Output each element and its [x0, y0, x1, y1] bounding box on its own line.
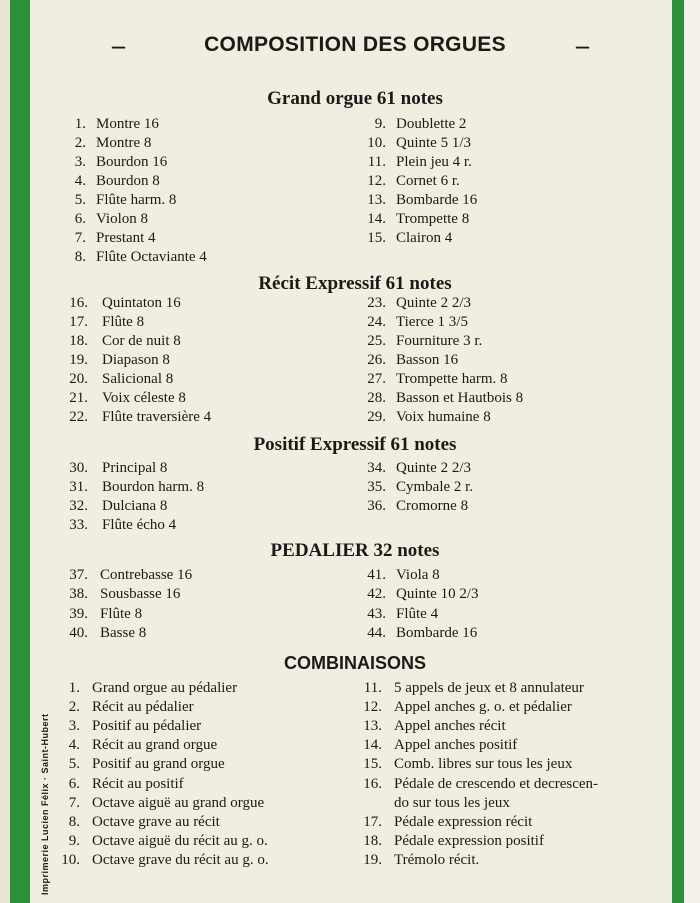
item-label: Viola 8: [396, 567, 440, 583]
list-item: [346, 351, 666, 370]
list-item: [346, 794, 666, 813]
item-number: 25.: [367, 333, 386, 349]
item-label: Bombarde 16: [396, 192, 478, 208]
item-label: Bombarde 16: [396, 624, 478, 641]
list-item: [346, 134, 666, 153]
list-item: [46, 115, 366, 134]
item-number: 15.: [363, 756, 382, 773]
item-number: 29.: [367, 409, 386, 425]
item-label: Dulciana 8: [102, 498, 168, 514]
section-heading-recit: Récit Expressif 61 notes: [258, 273, 452, 294]
item-number: 21.: [69, 390, 88, 406]
item-number: 40.: [69, 624, 88, 641]
list-item: [346, 478, 666, 497]
list-item: [46, 172, 366, 191]
list-item: [46, 851, 366, 870]
item-number: 30.: [69, 460, 88, 476]
item-label: Trompette 8: [396, 211, 470, 227]
list-item: [346, 851, 666, 870]
item-label: Cromorne 8: [396, 498, 469, 514]
list-item: [346, 497, 666, 516]
item-number: 4.: [74, 173, 86, 189]
item-label: Octave grave du récit au g. o.: [92, 851, 269, 868]
item-number: 39.: [69, 605, 88, 622]
list-item: [46, 794, 366, 813]
item-number: 11.: [363, 680, 382, 696]
list-item: [346, 229, 666, 248]
item-number: 1.: [68, 680, 80, 696]
item-label: Cornet 6 r.: [396, 173, 460, 189]
list-item: [46, 248, 366, 267]
list-item: [346, 332, 666, 351]
item-number: 4.: [68, 737, 80, 754]
item-number: 23.: [367, 295, 386, 311]
item-label: Quinte 2 2/3: [396, 295, 471, 311]
item-number: 13.: [367, 192, 386, 208]
item-label: Quinte 2 2/3: [396, 460, 471, 476]
list-item: [46, 813, 366, 832]
item-number: 7.: [74, 230, 86, 246]
item-number: 43.: [367, 605, 386, 622]
item-label: Quinte 10 2/3: [396, 586, 479, 603]
item-label: do sur tous les jeux: [394, 794, 510, 811]
list-item: [46, 294, 366, 313]
list-item: [46, 478, 366, 497]
section-heading-positif: Positif Expressif 61 notes: [253, 434, 457, 455]
item-label: Flûte traversière 4: [102, 409, 212, 425]
item-label: Voix céleste 8: [102, 390, 186, 406]
item-label: Positif au grand orgue: [92, 756, 225, 773]
item-number: 31.: [69, 479, 88, 495]
item-number: 14.: [367, 211, 386, 227]
item-label: Montre 16: [96, 116, 159, 132]
item-number: 27.: [367, 371, 386, 387]
printer-imprint: Imprimerie Lucien Félix · Saint-Hubert: [40, 713, 50, 895]
item-label: Basson et Hautbois 8: [396, 390, 524, 406]
item-label: Violon 8: [96, 211, 149, 227]
item-number: 26.: [367, 352, 386, 368]
item-number: 33.: [69, 517, 88, 533]
list-item: [46, 191, 366, 210]
item-label: Basse 8: [100, 624, 147, 641]
item-label: Sousbasse 16: [100, 586, 181, 603]
list-item: [46, 389, 366, 408]
list-item: [46, 408, 366, 427]
list-item: [346, 191, 666, 210]
item-number: 17.: [69, 314, 88, 330]
item-label: Bourdon 8: [96, 173, 160, 189]
item-number: 28.: [367, 390, 386, 406]
item-number: 38.: [69, 586, 88, 603]
item-label: Pédale expression positif: [394, 832, 544, 849]
item-number: 3.: [68, 718, 80, 735]
list-item: [46, 210, 366, 229]
list-item: [46, 497, 366, 516]
list-item: [46, 624, 366, 643]
list-item: [346, 408, 666, 427]
list-item: [346, 605, 666, 624]
item-label: Flûte 8: [102, 314, 145, 330]
item-label: Positif au pédalier: [92, 718, 202, 735]
item-label: Pédale de crescendo et decrescen-: [394, 775, 599, 792]
item-label: Flûte 4: [396, 605, 439, 622]
item-number: 6.: [68, 775, 80, 792]
item-label: Grand orgue au pédalier: [92, 680, 238, 696]
list-item: [46, 698, 366, 717]
item-number: 5.: [74, 192, 86, 208]
list-item: [346, 736, 666, 755]
item-number: 12.: [367, 173, 386, 189]
item-label: Voix humaine 8: [396, 409, 491, 425]
item-label: Bourdon 16: [96, 154, 168, 170]
item-label: Comb. libres sur tous les jeux: [394, 756, 573, 773]
list-item: [346, 624, 666, 643]
item-label: Flûte écho 4: [102, 517, 177, 533]
list-item: [46, 351, 366, 370]
item-label: Contrebasse 16: [100, 567, 193, 583]
item-number: 1.: [74, 116, 86, 132]
item-label: Octave aiguë au grand orgue: [92, 794, 265, 811]
item-label: Récit au pédalier: [92, 699, 194, 716]
item-label: Principal 8: [102, 460, 168, 476]
list-item: [46, 516, 366, 535]
list-item: [346, 717, 666, 736]
item-number: 35.: [367, 479, 386, 495]
list-item: [46, 153, 366, 172]
item-number: 6.: [74, 211, 86, 227]
item-number: 34.: [367, 460, 386, 476]
item-number: 10.: [61, 851, 80, 868]
list-item: [346, 294, 666, 313]
list-item: [346, 115, 666, 134]
item-number: 18.: [69, 333, 88, 349]
item-label: Quinte 5 1/3: [396, 135, 471, 151]
item-label: Tierce 1 3/5: [396, 314, 468, 330]
item-number: 18.: [363, 832, 382, 849]
item-label: Récit au positif: [92, 775, 184, 792]
item-number: 12.: [363, 699, 382, 716]
list-item: [346, 698, 666, 717]
list-item: [346, 585, 666, 604]
section-heading-pedalier: PEDALIER 32 notes: [270, 540, 440, 561]
list-item: [46, 832, 366, 851]
list-item: [46, 370, 366, 389]
list-item: [46, 134, 366, 153]
item-number: 2.: [68, 699, 80, 716]
item-number: 17.: [363, 813, 382, 830]
item-number: 5.: [68, 756, 80, 773]
title-dash-right: –: [576, 31, 589, 60]
item-label: Flûte harm. 8: [96, 192, 177, 208]
item-number: 36.: [367, 498, 386, 514]
green-border-left: [10, 0, 30, 903]
item-number: 42.: [367, 586, 386, 603]
item-label: Trémolo récit.: [394, 851, 480, 868]
list-item: [46, 605, 366, 624]
list-item: [46, 775, 366, 794]
item-number: 9.: [68, 832, 80, 849]
item-label: Octave aiguë du récit au g. o.: [92, 832, 268, 849]
item-number: 8.: [68, 813, 80, 830]
item-label: Diapason 8: [102, 352, 170, 368]
item-number: 11.: [367, 154, 386, 170]
section-heading-grand-orgue: Grand orgue 61 notes: [267, 88, 443, 109]
list-item: [346, 832, 666, 851]
list-item: [46, 566, 366, 585]
item-label: Appel anches g. o. et pédalier: [394, 699, 572, 716]
list-item: [46, 736, 366, 755]
list-item: [46, 717, 366, 736]
list-item: [46, 755, 366, 774]
item-label: Appel anches positif: [394, 737, 518, 754]
item-label: Prestant 4: [96, 230, 156, 246]
item-label: Plein jeu 4 r.: [396, 154, 472, 170]
list-item: [346, 679, 666, 698]
item-number: 7.: [68, 794, 80, 811]
list-item: [346, 370, 666, 389]
list-item: [346, 459, 666, 478]
page-title: COMPOSITION DES ORGUES: [204, 33, 506, 56]
item-label: Basson 16: [396, 352, 459, 368]
item-label: Quintaton 16: [102, 295, 181, 311]
list-item: [346, 813, 666, 832]
list-item: [346, 389, 666, 408]
item-label: 5 appels de jeux et 8 annulateur: [394, 680, 584, 696]
item-number: 44.: [367, 624, 386, 641]
item-number: 19.: [69, 352, 88, 368]
item-label: Clairon 4: [396, 230, 453, 246]
list-item: [346, 210, 666, 229]
list-item: [46, 332, 366, 351]
title-dash-left: –: [112, 31, 125, 60]
item-label: Pédale expression récit: [394, 813, 533, 830]
page-edge-left: [0, 0, 10, 903]
item-label: Flûte 8: [100, 605, 143, 622]
item-label: Flûte Octaviante 4: [96, 249, 207, 265]
item-number: 19.: [363, 851, 382, 868]
item-number: 2.: [74, 135, 86, 151]
item-number: 14.: [363, 737, 382, 754]
item-label: Bourdon harm. 8: [102, 479, 205, 495]
item-number: 37.: [69, 567, 88, 583]
list-item: [46, 229, 366, 248]
list-item: [346, 566, 666, 585]
item-number: 10.: [367, 135, 386, 151]
item-number: 9.: [374, 116, 386, 132]
item-number: 24.: [367, 314, 386, 330]
item-label: Récit au grand orgue: [92, 737, 218, 754]
item-number: 3.: [74, 154, 86, 170]
list-item: [346, 172, 666, 191]
item-number: 41.: [367, 567, 386, 583]
item-label: Trompette harm. 8: [396, 371, 508, 387]
item-label: Octave grave au récit: [92, 813, 220, 830]
item-label: Cor de nuit 8: [102, 333, 181, 349]
list-item: [346, 313, 666, 332]
list-item: [346, 775, 666, 794]
item-number: 16.: [363, 775, 382, 792]
item-label: Doublette 2: [396, 116, 467, 132]
item-label: Cymbale 2 r.: [396, 479, 474, 495]
list-item: [346, 755, 666, 774]
item-label: Montre 8: [96, 135, 152, 151]
item-label: Salicional 8: [102, 371, 174, 387]
item-label: Appel anches récit: [394, 718, 506, 735]
item-number: 8.: [74, 249, 86, 265]
green-border-right: [672, 0, 684, 903]
item-number: 20.: [69, 371, 88, 387]
list-item: [46, 313, 366, 332]
item-number: 32.: [69, 498, 88, 514]
page-edge-right: [684, 0, 700, 903]
item-label: Fourniture 3 r.: [396, 333, 483, 349]
list-item: [46, 585, 366, 604]
item-number: 13.: [363, 718, 382, 735]
item-number: 16.: [69, 295, 88, 311]
list-item: [46, 679, 366, 698]
item-number: 15.: [367, 230, 386, 246]
item-number: 22.: [69, 409, 88, 425]
section-heading-combinaisons: COMBINAISONS: [283, 653, 426, 673]
list-item: [346, 153, 666, 172]
list-item: [46, 459, 366, 478]
